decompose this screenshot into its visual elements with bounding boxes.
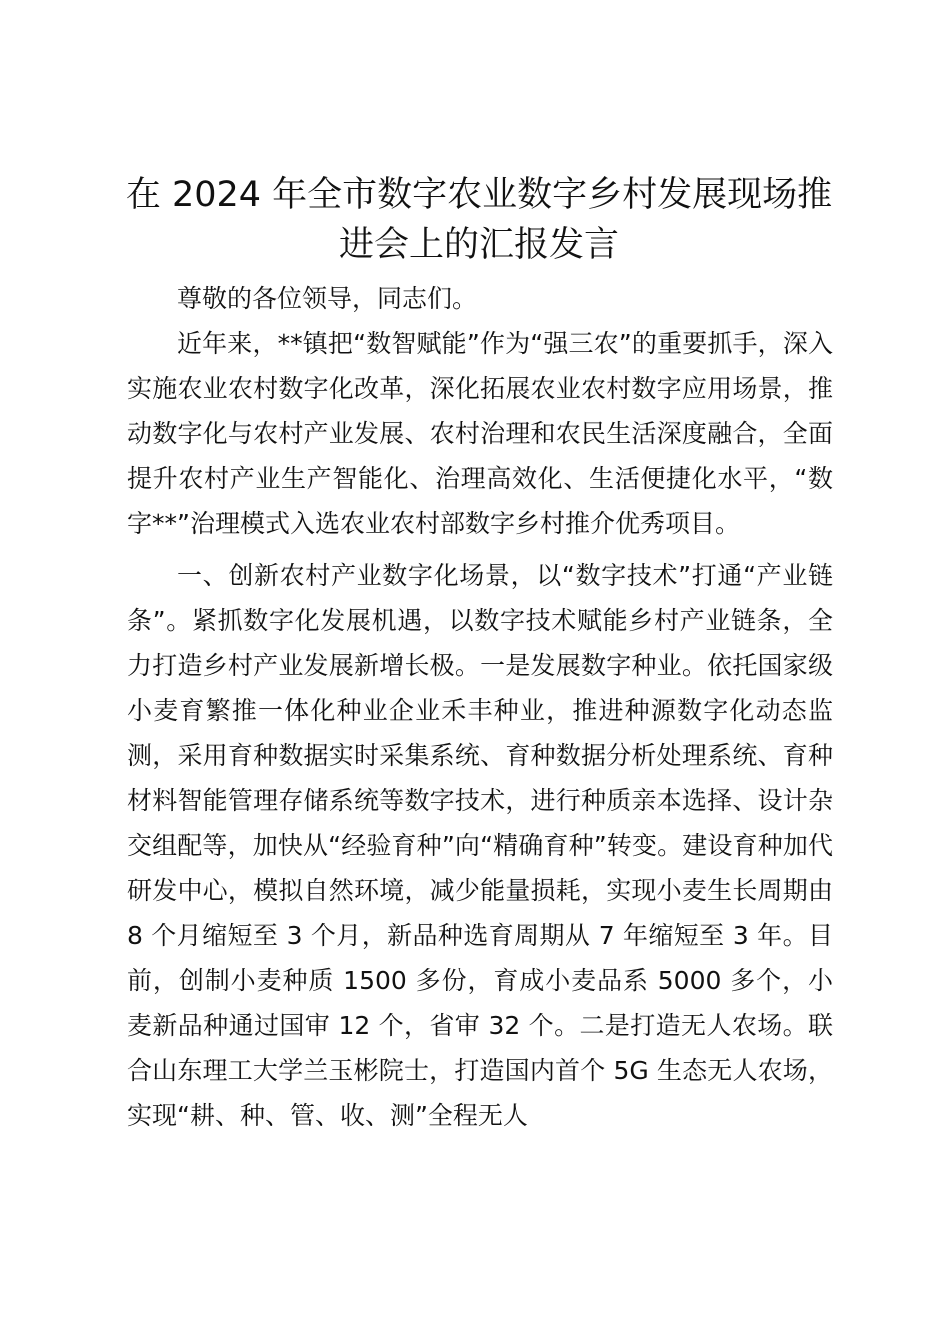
paragraph-section-1: 一、创新农村产业数字化场景，以“数字技术”打通“产业链条”。紧抓数字化发展机遇，以数字技术赋能乡村产业链条，全力打造乡村产业发展新增长极。一是发展数字种业。依托国家级小麦育繁推一体化种业企业禾丰种业，推进种源数字化动态监测，采用育种数据实时采集系统、育种数据分析处理系统、育种材料智能管理存储系统等数字技术，进行种质亲本选择、设计杂交组配等，加快从“经验育种”向“精确育种”转变。建设育种加代研发中心，模拟自然环境，减少能量损耗，实现小麦生长周期由 8 个月缩短至 3 个月，新品种选育周期从 7 年缩短至 3 年。目前，创制小麦种质 1500 多份，育成小麦品系 5000 多个，小麦新品种通过国审 12 个，省审 32 个。二是打造无人农场。联合山东理工大学兰玉彬院士，打造国内首个 5G 生态无人农场，实现“耕、种、管、收、测”全程无人 — [127, 561, 833, 1130]
salutation: 尊敬的各位领导，同志们。 — [177, 284, 478, 313]
document-title: 在 2024 年全市数字农业数字乡村发展现场推进会上的汇报发言 — [125, 175, 833, 265]
document-body — [127, 276, 833, 1138]
paragraph-intro: 近年来，**镇把“数智赋能”作为“强三农”的重要抓手，深入实施农业农村数字化改革，深化拓展农业农村数字应用场景，推动数字化与农村产业发展、农村治理和农民生活深度融合，全面提升农村产业生产智能化、治理高效化、生活便捷化水平，“数字**”治理模式入选农业农村部数字乡村推介优秀项目。 — [127, 329, 833, 538]
